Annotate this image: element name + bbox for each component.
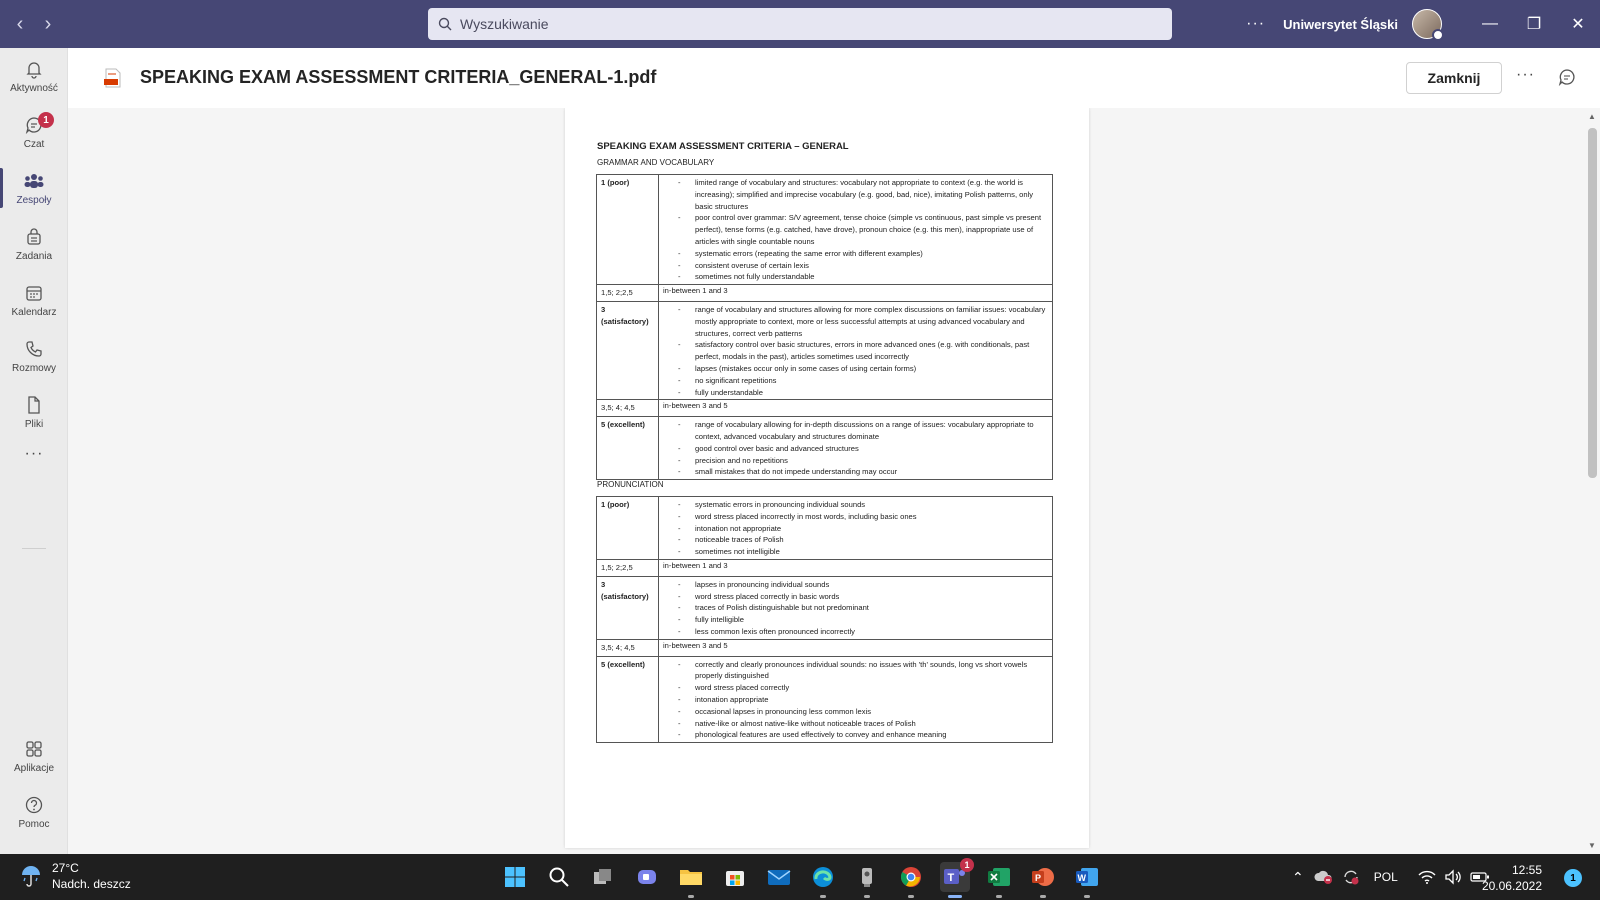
score-cell: 1 (poor) [597,175,659,285]
teams-icon [23,171,45,191]
table-row [597,417,1053,480]
taskbar [0,854,1600,900]
minimize-icon[interactable]: — [1482,15,1498,32]
table-row [597,656,1053,743]
list-item: - word stress placed correctly [663,682,1048,694]
search-placeholder: Wyszukiwanie [460,16,549,32]
list-item: - fully intelligible [663,614,1048,626]
score-cell: 1 (poor) [597,497,659,560]
teams-chat-icon[interactable] [632,862,662,892]
status-badge [1432,29,1444,41]
table-row [597,175,1053,285]
score-cell: 1,5; 2;2,5 [597,559,659,576]
taskbar-search-icon[interactable] [544,862,574,892]
pdf-viewer[interactable] [68,108,1600,854]
criteria-table-pronunciation [596,496,1053,743]
list-item: - consistent overuse of certain lexis [663,260,1048,272]
rail-more-apps-icon[interactable]: ··· [24,445,44,462]
powerpoint-icon[interactable] [1028,862,1058,892]
list-item: - systematic errors in pronouncing individual sounds [663,499,1048,511]
list-item: - range of vocabulary allowing for in-depth discussions on a range of issues: vocabulary appropriate to context, advanced vocabulary and structures dominate [663,419,1048,443]
weather-temperature: 27°C [52,861,79,875]
list-item: - intonation not appropriate [663,523,1048,535]
forward-icon[interactable]: › [44,12,52,35]
phone-icon [24,339,44,359]
app-rail [0,48,68,854]
file-icon [24,395,44,415]
svg-text:P: P [1035,873,1042,883]
score-cell: 5 (excellent) [597,417,659,480]
task-view-icon[interactable] [588,862,618,892]
assignments-icon [24,227,44,247]
list-item: - satisfactory control over basic structures, errors in more advanced ones (e.g. with conditionals, past perfect, modals in the past), articles sometimes used incorrectly [663,339,1048,363]
list-item: - occasional lapses in pronouncing less common lexis [663,706,1048,718]
show-hidden-icons-icon[interactable]: ⌃ [1292,868,1304,885]
search-icon [438,17,452,31]
clock[interactable] [1482,862,1542,894]
list-item: - fully understandable [663,387,1048,399]
onedrive-error-icon[interactable] [1314,869,1334,885]
descriptor-cell [659,576,1053,639]
list-item: - less common lexis often pronounced incorrectly [663,626,1048,638]
list-item: - limited range of vocabulary and structures: vocabulary not appropriate to context (e.g. the world is increasing); simplified and imprecise vocabulary (e.g. good, bad, nice), imitating Polish patterns, only basic structures [663,177,1048,212]
rail-item-label: Aktywność [10,82,58,94]
bell-icon [24,59,44,79]
volume-icon[interactable] [1444,869,1462,885]
list-item: - lapses in pronouncing individual sounds [663,579,1048,591]
organization-name[interactable]: Uniwersytet Śląski [1283,16,1398,32]
teams-badge: 1 [960,858,974,872]
list-item: - intonation appropriate [663,694,1048,706]
score-cell: 3 (satisfactory) [597,301,659,399]
list-item: - word stress placed correctly in basic words [663,591,1048,603]
list-item: - sometimes not intelligible [663,546,1048,558]
media-recorder-icon[interactable] [852,862,882,892]
list-item: - native-like or almost native-like without noticeable traces of Polish [663,718,1048,730]
table-row [597,301,1053,399]
section-label: PRONUNCIATION [597,480,664,489]
vertical-scrollbar[interactable] [1584,108,1600,854]
descriptor-cell [659,417,1053,480]
descriptor-cell [659,175,1053,285]
chrome-icon[interactable] [896,862,926,892]
document-heading: SPEAKING EXAM ASSESSMENT CRITERIA – GENERAL [597,141,849,152]
rail-item-label: Zadania [15,250,53,262]
score-cell: 3,5; 4; 4,5 [597,400,659,417]
rail-item-teams[interactable] [0,160,68,216]
mail-icon[interactable] [764,862,794,892]
list-item: - noticeable traces of Polish [663,534,1048,546]
descriptor-cell: in-between 1 and 3 [659,285,1053,302]
descriptor-cell [659,497,1053,560]
list-item: - word stress placed incorrectly in most words, including basic ones [663,511,1048,523]
list-item: - systematic errors (repeating the same error with different examples) [663,248,1048,260]
title-bar [0,0,1600,48]
descriptor-cell [659,656,1053,743]
close-button[interactable]: Zamknij [1406,62,1502,94]
descriptor-cell: in-between 1 and 3 [659,559,1053,576]
scroll-up-icon[interactable]: ▲ [1588,112,1596,121]
date: 20.06.2022 [1481,879,1542,893]
start-icon[interactable] [500,862,530,892]
rail-item-label: Pomoc [18,818,50,830]
rail-item-label: Pliki [24,418,44,430]
edge-icon[interactable] [808,862,838,892]
list-item: - precision and no repetitions [663,455,1048,467]
rail-item-chat[interactable] [0,104,68,160]
rail-item-activity[interactable] [0,48,68,104]
table-row [597,497,1053,560]
file-explorer-icon[interactable] [676,862,706,892]
list-item: - no significant repetitions [663,375,1048,387]
search-input[interactable] [428,8,1172,40]
descriptor-cell: in-between 3 and 5 [659,400,1053,417]
avatar[interactable] [1412,9,1442,39]
store-icon[interactable] [720,862,750,892]
list-item: - sometimes not fully understandable [663,271,1048,283]
list-item: - correctly and clearly pronounces individual sounds: no issues with 'th' sounds, long vs short vowels properly distinguished [663,659,1048,683]
list-item: - small mistakes that do not impede understanding may occur [663,466,1048,478]
more-options-icon[interactable]: ··· [1516,66,1535,83]
weather-widget[interactable] [18,860,131,892]
score-cell: 3 (satisfactory) [597,576,659,639]
table-row [597,559,1053,576]
list-item: - phonological features are used effectively to convey and enhance meaning [663,729,1048,741]
rail-item-label: Kalendarz [11,306,57,318]
table-row [597,639,1053,656]
rail-item-label: Aplikacje [13,762,55,774]
document-title: SPEAKING EXAM ASSESSMENT CRITERIA_GENERAL-1.pdf [140,67,657,87]
calendar-icon [24,283,44,303]
criteria-table-grammar [596,174,1053,480]
settings-more-icon[interactable]: ··· [1246,15,1266,32]
list-item: - traces of Polish distinguishable but not predominant [663,602,1048,614]
list-item: - poor control over grammar: S/V agreement, tense choice (simple vs continuous, past simple vs present perfect), tense forms (e.g. catched, have drove), pronoun choice (e.g. this men), inappropriate use of articles with single countable nouns [663,212,1048,247]
conversation-icon[interactable] [1558,68,1576,86]
system-tray [1292,854,1490,900]
excel-icon[interactable] [984,862,1014,892]
section-label: GRAMMAR AND VOCABULARY [597,158,715,167]
table-row [597,576,1053,639]
score-cell: 1,5; 2;2,5 [597,285,659,302]
rail-item-help[interactable] [0,784,68,840]
rail-item-calendar[interactable] [0,272,68,328]
rail-item-label: Czat [23,138,45,150]
descriptor-cell [659,301,1053,399]
rail-item-label: Rozmowy [12,362,56,374]
rail-item-calls[interactable] [0,328,68,384]
rail-divider [22,548,46,549]
scroll-thumb[interactable] [1588,128,1597,478]
svg-text:T: T [947,872,955,884]
document-header [68,48,1600,108]
language-indicator[interactable]: POL [1373,870,1398,884]
rail-item-assignments[interactable] [0,216,68,272]
score-cell: 5 (excellent) [597,656,659,743]
restore-icon[interactable]: ❐ [1526,16,1542,33]
help-icon [24,795,44,815]
list-item: - range of vocabulary and structures allowing for more complex discussions on familiar issues: vocabulary mostly appropriate to context, more or less successful attempts at using advanced vocabulary and structures, correct verb patterns [663,304,1048,339]
list-item: - lapses (mistakes occur only in some cases of using certain forms) [663,363,1048,375]
rain-cloud-icon [18,863,44,889]
rail-item-files[interactable] [0,384,68,440]
rail-item-apps[interactable] [0,728,68,784]
wifi-icon[interactable] [1418,869,1436,885]
descriptor-cell: in-between 3 and 5 [659,639,1053,656]
pdf-file-icon [104,68,122,88]
weather-description: Nadch. deszcz [52,877,131,891]
list-item: - good control over basic and advanced structures [663,443,1048,455]
table-row [597,400,1053,417]
back-icon[interactable]: ‹ [16,12,24,35]
teams-app-icon[interactable] [940,862,970,892]
close-window-icon[interactable]: ✕ [1571,16,1585,33]
word-icon[interactable] [1072,862,1102,892]
apps-icon [24,739,44,759]
rail-item-label: Zespoły [16,194,52,206]
svg-text:W: W [1077,873,1086,883]
unread-badge: 1 [38,112,54,128]
sync-icon[interactable] [1342,868,1360,886]
table-row [597,285,1053,302]
score-cell: 3,5; 4; 4,5 [597,639,659,656]
time: 12:55 [1511,863,1542,877]
scroll-down-icon[interactable]: ▼ [1588,841,1596,850]
pdf-page [565,108,1089,848]
notification-badge[interactable]: 1 [1564,869,1582,887]
